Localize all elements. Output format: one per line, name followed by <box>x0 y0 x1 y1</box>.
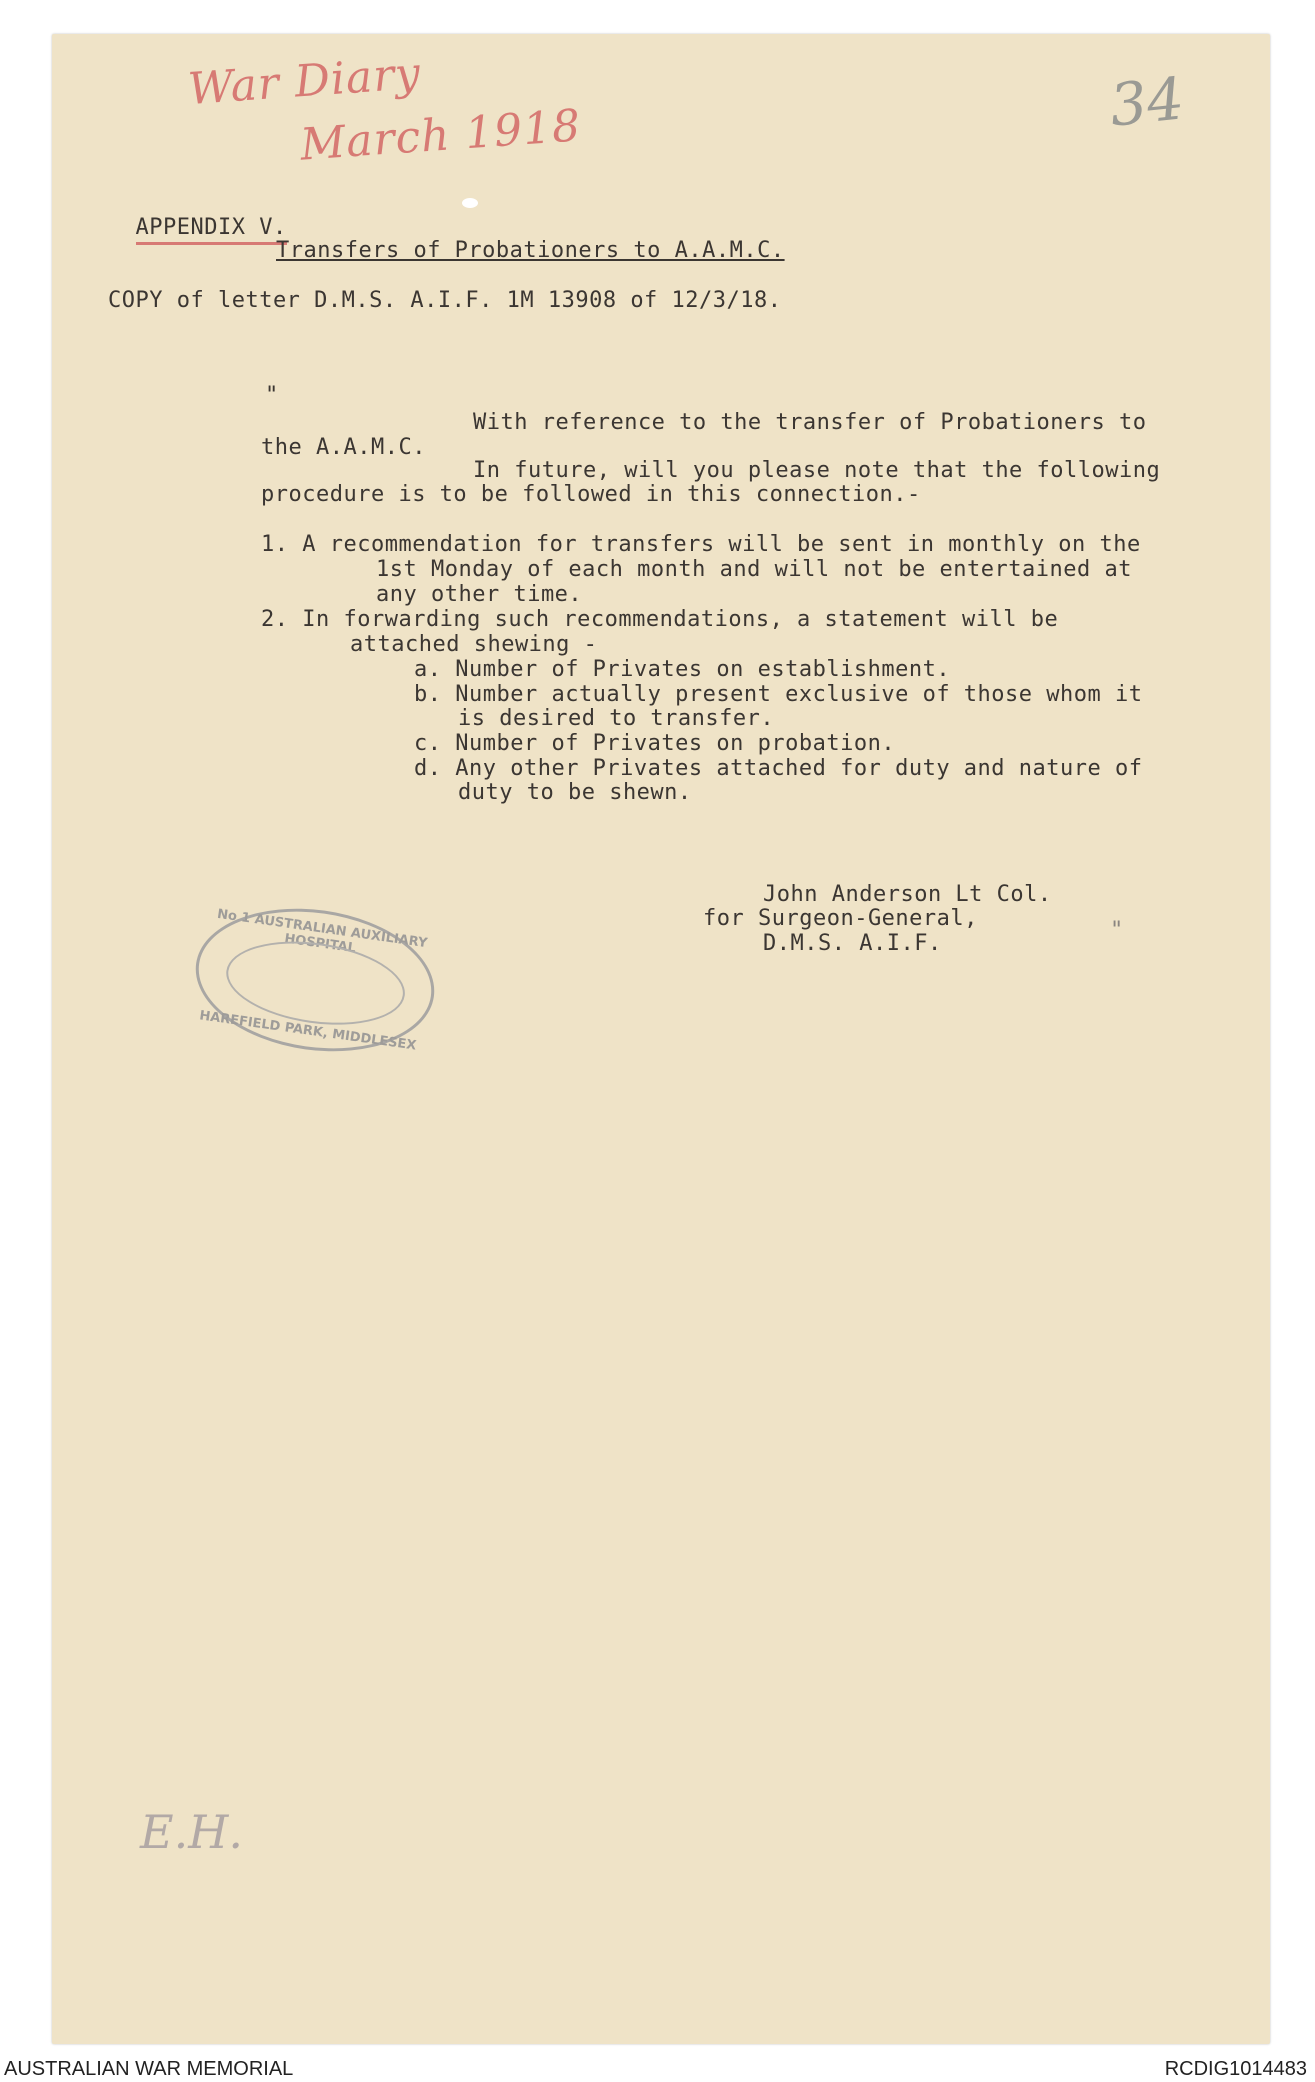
signature-office: D.M.S. A.I.F. <box>763 931 942 956</box>
handwritten-initials: E.H. <box>140 1805 243 1859</box>
handwritten-war-diary: War Diary <box>186 47 423 116</box>
handwritten-march-1918: March 1918 <box>298 100 583 171</box>
item2-line1: 2. In forwarding such recommendations, a statement will be <box>261 607 1059 632</box>
copy-reference: COPY of letter D.M.S. A.I.F. 1M 13908 of 12/3/18. <box>108 288 782 313</box>
subitem-a: a. Number of Privates on establishment. <box>414 657 951 682</box>
subitem-b-line2: is desired to transfer. <box>458 706 775 731</box>
document-title: Transfers of Probationers to A.A.M.C. <box>276 238 785 263</box>
para1-line2: the A.A.M.C. <box>261 435 426 460</box>
item1-line1: 1. A recommendation for transfers will be sent in monthly on the <box>261 532 1141 557</box>
page-number: 34 <box>1106 64 1188 140</box>
close-quote: " <box>1110 918 1124 943</box>
footer-id: RCDIG1014483 <box>1164 2058 1307 2080</box>
para2-line2: procedure is to be followed in this connection.- <box>261 482 921 507</box>
item1-line2: 1st Monday of each month and will not be entertained at <box>376 557 1132 582</box>
subitem-b-line1: b. Number actually present exclusive of those whom it <box>414 682 1143 707</box>
para1-line1: With reference to the transfer of Probationers to <box>473 410 1147 435</box>
appendix-heading: APPENDIX V. <box>136 215 287 245</box>
stamp-bottom-text: HAREFIELD PARK, MIDDLESEX <box>198 1008 418 1054</box>
item1-line3: any other time. <box>376 582 583 607</box>
open-quote: " <box>265 383 279 408</box>
paper-hole <box>462 198 478 208</box>
para2-line1: In future, will you please note that the following <box>473 458 1161 483</box>
signature-title: for Surgeon-General, <box>703 906 978 931</box>
footer-source: AUSTRALIAN WAR MEMORIAL <box>4 2058 294 2080</box>
signature-name: John Anderson Lt Col. <box>763 882 1052 907</box>
stamp-top-text: No 1 AUSTRALIAN AUXILIARY HOSPITAL <box>216 906 429 957</box>
document-page <box>52 34 1270 2044</box>
subitem-d-line2: duty to be shewn. <box>458 780 692 805</box>
item2-line2: attached shewing - <box>350 632 598 657</box>
subitem-d-line1: d. Any other Privates attached for duty and nature of <box>414 756 1143 781</box>
subitem-c: c. Number of Privates on probation. <box>414 731 896 756</box>
